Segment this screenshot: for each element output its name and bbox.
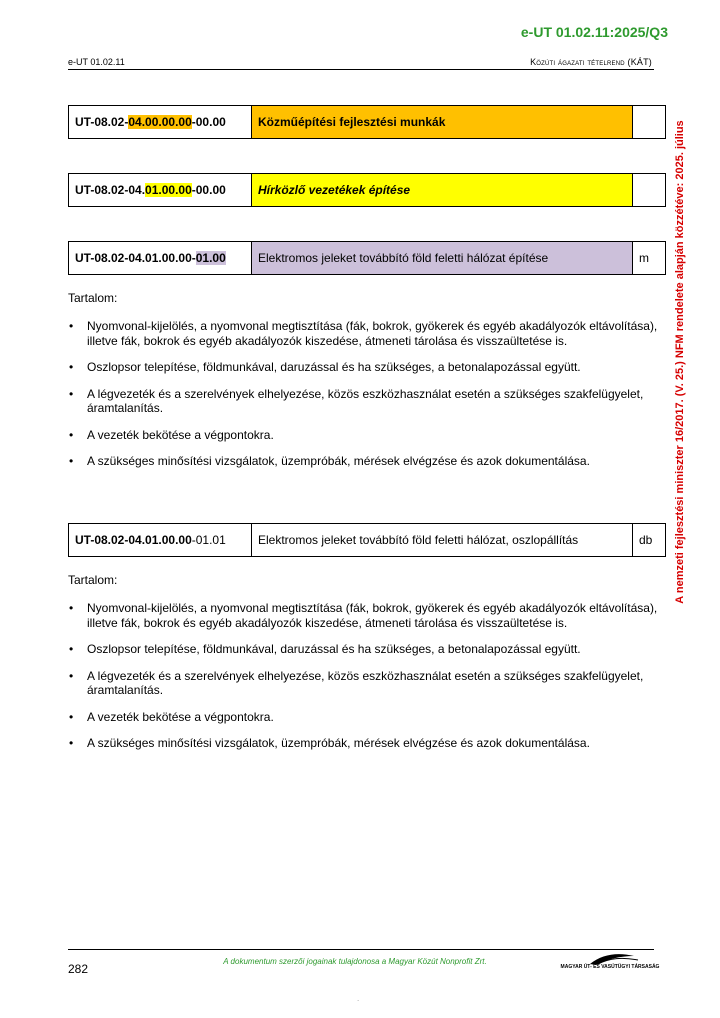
item-code: UT-08.02-04.01.00.00-01.01	[69, 524, 252, 557]
list-item: • Nyomvonal-kijelölés, a nyomvonal megtisztítása (fák, bokrok, gyökerek és egyéb akadályozók eltávolítása), illetve fák, bokrok és egyéb akadályozók kiszedése, átmeneti tárolása és visszaültetése is.	[68, 319, 658, 348]
society-logo-icon	[560, 952, 660, 974]
section-label: Tartalom:	[68, 291, 118, 305]
item-unit	[633, 106, 666, 139]
item-title: Hírközlő vezetékek építése	[252, 174, 633, 207]
item-title: Közműépítési fejlesztési munkák	[252, 106, 633, 139]
side-publication-note: A nemzeti fejlesztési miniszter 16/2017. (V. 25.) NFM rendelete alapján közzétéve: 2025. július	[674, 120, 686, 604]
footer-copyright: A dokumentum szerzői jogainak tulajdonosa a Magyar Közút Nonprofit Zrt.	[223, 957, 487, 966]
header-divider	[68, 69, 654, 70]
footer-divider	[68, 949, 654, 950]
item-title: Elektromos jeleket továbbító föld feletti hálózat, oszlopállítás	[252, 524, 633, 557]
bottom-dot: .	[357, 994, 360, 1003]
section-label: Tartalom:	[68, 573, 118, 587]
list-item: • A szükséges minősítési vizsgálatok, üzempróbák, mérések elvégzése és azok dokumentálása.	[68, 736, 658, 751]
item-row	[68, 105, 666, 139]
item-unit: db	[633, 524, 666, 557]
list-item: • A légvezeték és a szerelvények elhelyezése, közös eszközhasználat esetén a szükséges szakfelügyelet, áramtalanítás.	[68, 387, 658, 416]
page-number: 282	[68, 962, 89, 976]
item-row	[68, 173, 666, 207]
header-right: Közúti ágazati tételrend (KÁT)	[530, 57, 652, 67]
list-item: • Oszlopsor telepítése, földmunkával, daruzással és ha szükséges, a betonalapozással együtt.	[68, 360, 658, 375]
item-code: UT-08.02-04.00.00.00-00.00	[69, 106, 252, 139]
item-code: UT-08.02-04.01.00.00-00.00	[69, 174, 252, 207]
list-item: • A szükséges minősítési vizsgálatok, üzempróbák, mérések elvégzése és azok dokumentálása.	[68, 454, 658, 469]
content-list	[68, 319, 658, 481]
list-item: • A légvezeték és a szerelvények elhelyezése, közös eszközhasználat esetén a szükséges szakfelügyelet, áramtalanítás.	[68, 669, 658, 698]
item-unit	[633, 174, 666, 207]
header-left: e-UT 01.02.11	[68, 57, 125, 67]
list-item: • A vezeték bekötése a végpontokra.	[68, 428, 658, 443]
item-row	[68, 241, 666, 275]
list-item: • A vezeték bekötése a végpontokra.	[68, 710, 658, 725]
item-title: Elektromos jeleket továbbító föld feletti hálózat építése	[252, 242, 633, 275]
list-item: • Oszlopsor telepítése, földmunkával, daruzással és ha szükséges, a betonalapozással együtt.	[68, 642, 658, 657]
list-item: • Nyomvonal-kijelölés, a nyomvonal megtisztítása (fák, bokrok, gyökerek és egyéb akadályozók eltávolítása), illetve fák, bokrok és egyéb akadályozók kiszedése, átmeneti tárolása és visszaültetése is.	[68, 601, 658, 630]
item-code: UT-08.02-04.01.00.00-01.00	[69, 242, 252, 275]
document-code: e-UT 01.02.11:2025/Q3	[520, 24, 668, 40]
item-row	[68, 523, 666, 557]
content-list	[68, 601, 658, 763]
logo-text: MAGYAR ÚT- ÉS VASÚTÜGYI TÁRSASÁG	[560, 964, 660, 970]
item-unit: m	[633, 242, 666, 275]
